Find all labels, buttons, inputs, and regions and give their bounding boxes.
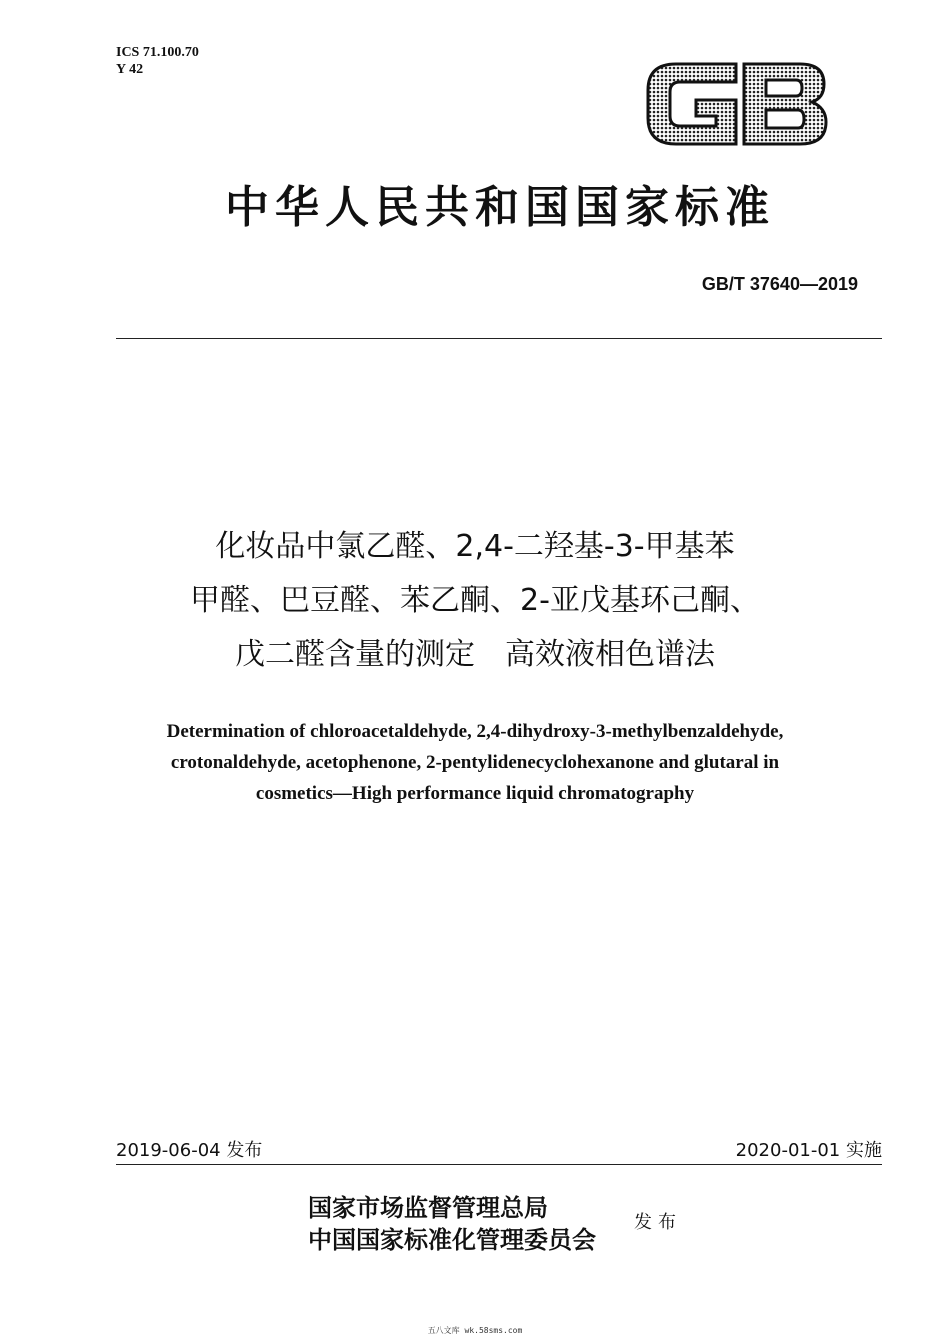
gb-logo-icon (640, 58, 830, 150)
english-title-line: cosmetics—High performance liquid chromatography (255, 783, 695, 804)
ics-code: ICS 71.100.70 (116, 45, 199, 60)
chinese-title-line: 戊二醛含量的测定 高效液相色谱法 (235, 637, 715, 672)
issuing-authorities (308, 1192, 596, 1256)
issuer-samr: 国家市场监督管理总局 (308, 1193, 548, 1222)
issuer-sac: 中国国家标准化管理委员会 (308, 1225, 596, 1254)
gb-logo-text: GB (640, 58, 642, 59)
ccs-code: Y 42 (116, 62, 144, 77)
watermark-footer: 五八文库 wk.58sms.com (427, 1326, 523, 1335)
header-divider (116, 338, 882, 339)
english-title-line: crotonaldehyde, acetophenone, 2-pentylidenecyclohexanone and glutaral in (170, 752, 780, 773)
classification-block (116, 44, 199, 78)
publish-label: 发布 (634, 1212, 682, 1233)
english-title (60, 716, 890, 809)
effective-date: 2020-01-01 实施 (735, 1140, 882, 1161)
standard-number: GB/T 37640—2019 (701, 274, 858, 294)
chinese-title-line: 化妆品中氯乙醛、2,4-二羟基-3-甲基苯 (215, 529, 735, 564)
english-title-line: Determination of chloroacetaldehyde, 2,4-dihydroxy-3-methylbenzaldehyde, (166, 721, 784, 742)
chinese-title (60, 520, 890, 682)
national-standard-title: 中华人民共和国国家标准 (225, 182, 775, 233)
chinese-title-line: 甲醛、巴豆醛、苯乙酮、2-亚戊基环己酮、 (190, 583, 760, 618)
footer-divider (116, 1164, 882, 1165)
issue-date: 2019-06-04 发布 (116, 1140, 263, 1161)
